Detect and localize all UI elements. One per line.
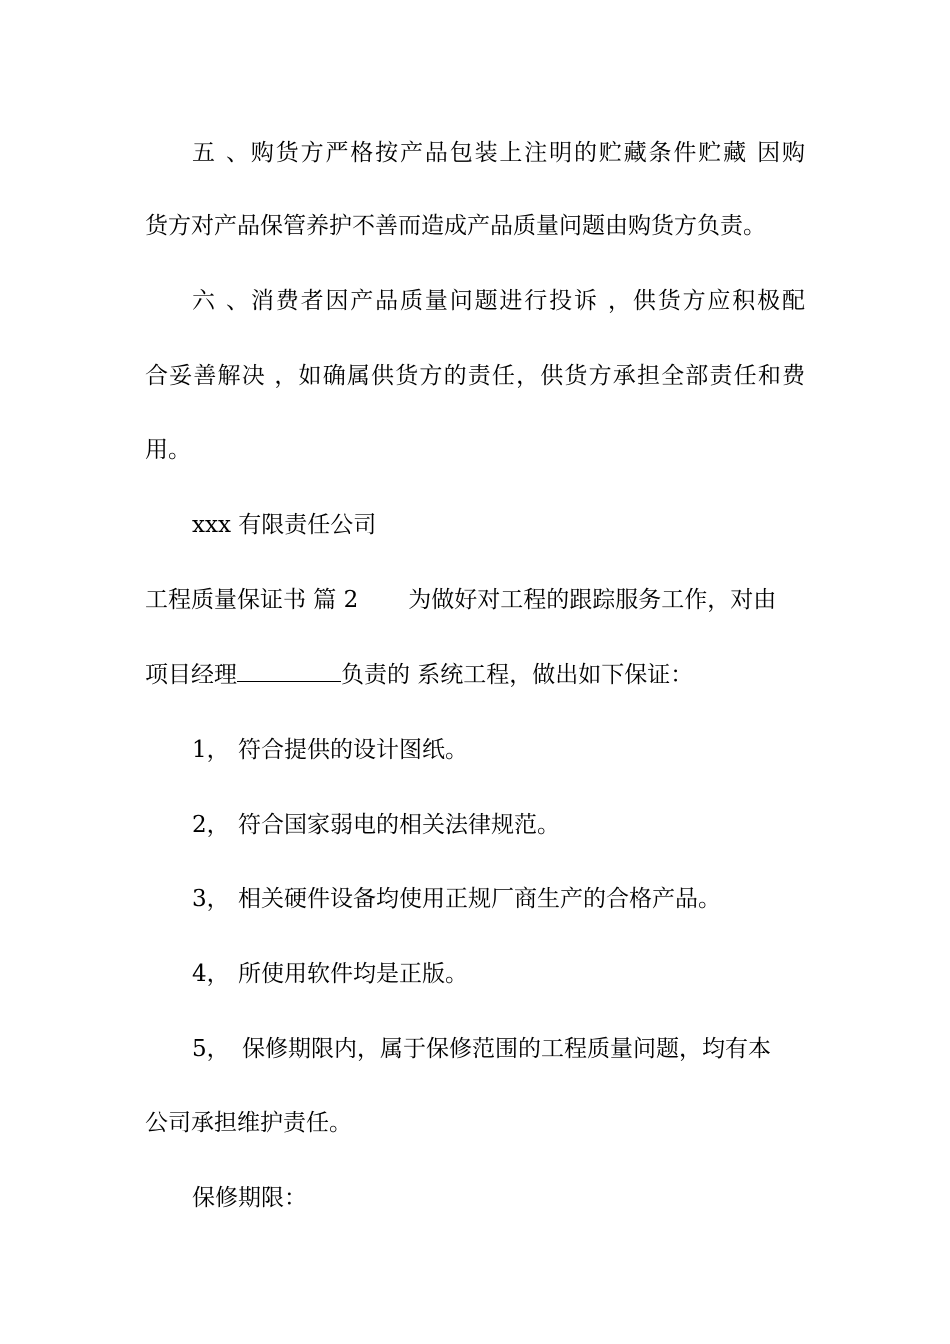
item-text: 保修期限内，属于保修范围的工程质量问题，均有本 bbox=[242, 1036, 771, 1062]
paragraph-6-line-2: 合妥善解决 ，如确属供货方的责任，供货方承担全部责任和费 bbox=[145, 363, 805, 389]
warranty-period-label: 保修期限： bbox=[192, 1185, 307, 1211]
section-2-intro-line-2 bbox=[145, 660, 805, 690]
item-number: 3， bbox=[192, 886, 230, 912]
item-text: 符合提供的设计图纸。 bbox=[238, 737, 468, 763]
item-5-continuation: 公司承担维护责任。 bbox=[145, 1110, 352, 1136]
list-item bbox=[192, 735, 805, 765]
project-manager-blank bbox=[237, 661, 341, 682]
item-number: 4， bbox=[192, 961, 230, 987]
list-item bbox=[192, 810, 805, 840]
company-signature: xxx 有限责任公司 bbox=[192, 512, 377, 538]
item-text: 符合国家弱电的相关法律规范。 bbox=[238, 812, 560, 838]
item-number: 2， bbox=[192, 812, 230, 838]
section-2-intro-line-1: 为做好对工程的跟踪服务工作，对由 bbox=[408, 587, 777, 613]
paragraph-6-line-3: 用。 bbox=[145, 437, 191, 463]
section-2-heading-line bbox=[145, 585, 805, 615]
project-manager-label: 项目经理 bbox=[145, 662, 237, 688]
paragraph-5-line-2: 货方对产品保管养护不善而造成产品质量问题由购货方负责。 bbox=[145, 213, 766, 239]
section-2-intro-suffix: 负责的 系统工程，做出如下保证： bbox=[341, 662, 694, 688]
paragraph-5-line-1: 五 、购货方严格按产品包装上注明的贮藏条件贮藏 因购 bbox=[192, 140, 805, 166]
item-number: 1， bbox=[192, 737, 230, 763]
item-number: 5， bbox=[192, 1036, 230, 1062]
list-item bbox=[192, 1034, 805, 1064]
item-text: 所使用软件均是正版。 bbox=[238, 961, 468, 987]
section-2-title: 工程质量保证书 篇 2 bbox=[145, 587, 359, 613]
item-text: 相关硬件设备均使用正规厂商生产的合格产品。 bbox=[238, 886, 721, 912]
list-item bbox=[192, 884, 805, 914]
list-item bbox=[192, 959, 805, 989]
paragraph-6-line-1: 六 、消费者因产品质量问题进行投诉 ，供货方应积极配 bbox=[192, 288, 805, 314]
